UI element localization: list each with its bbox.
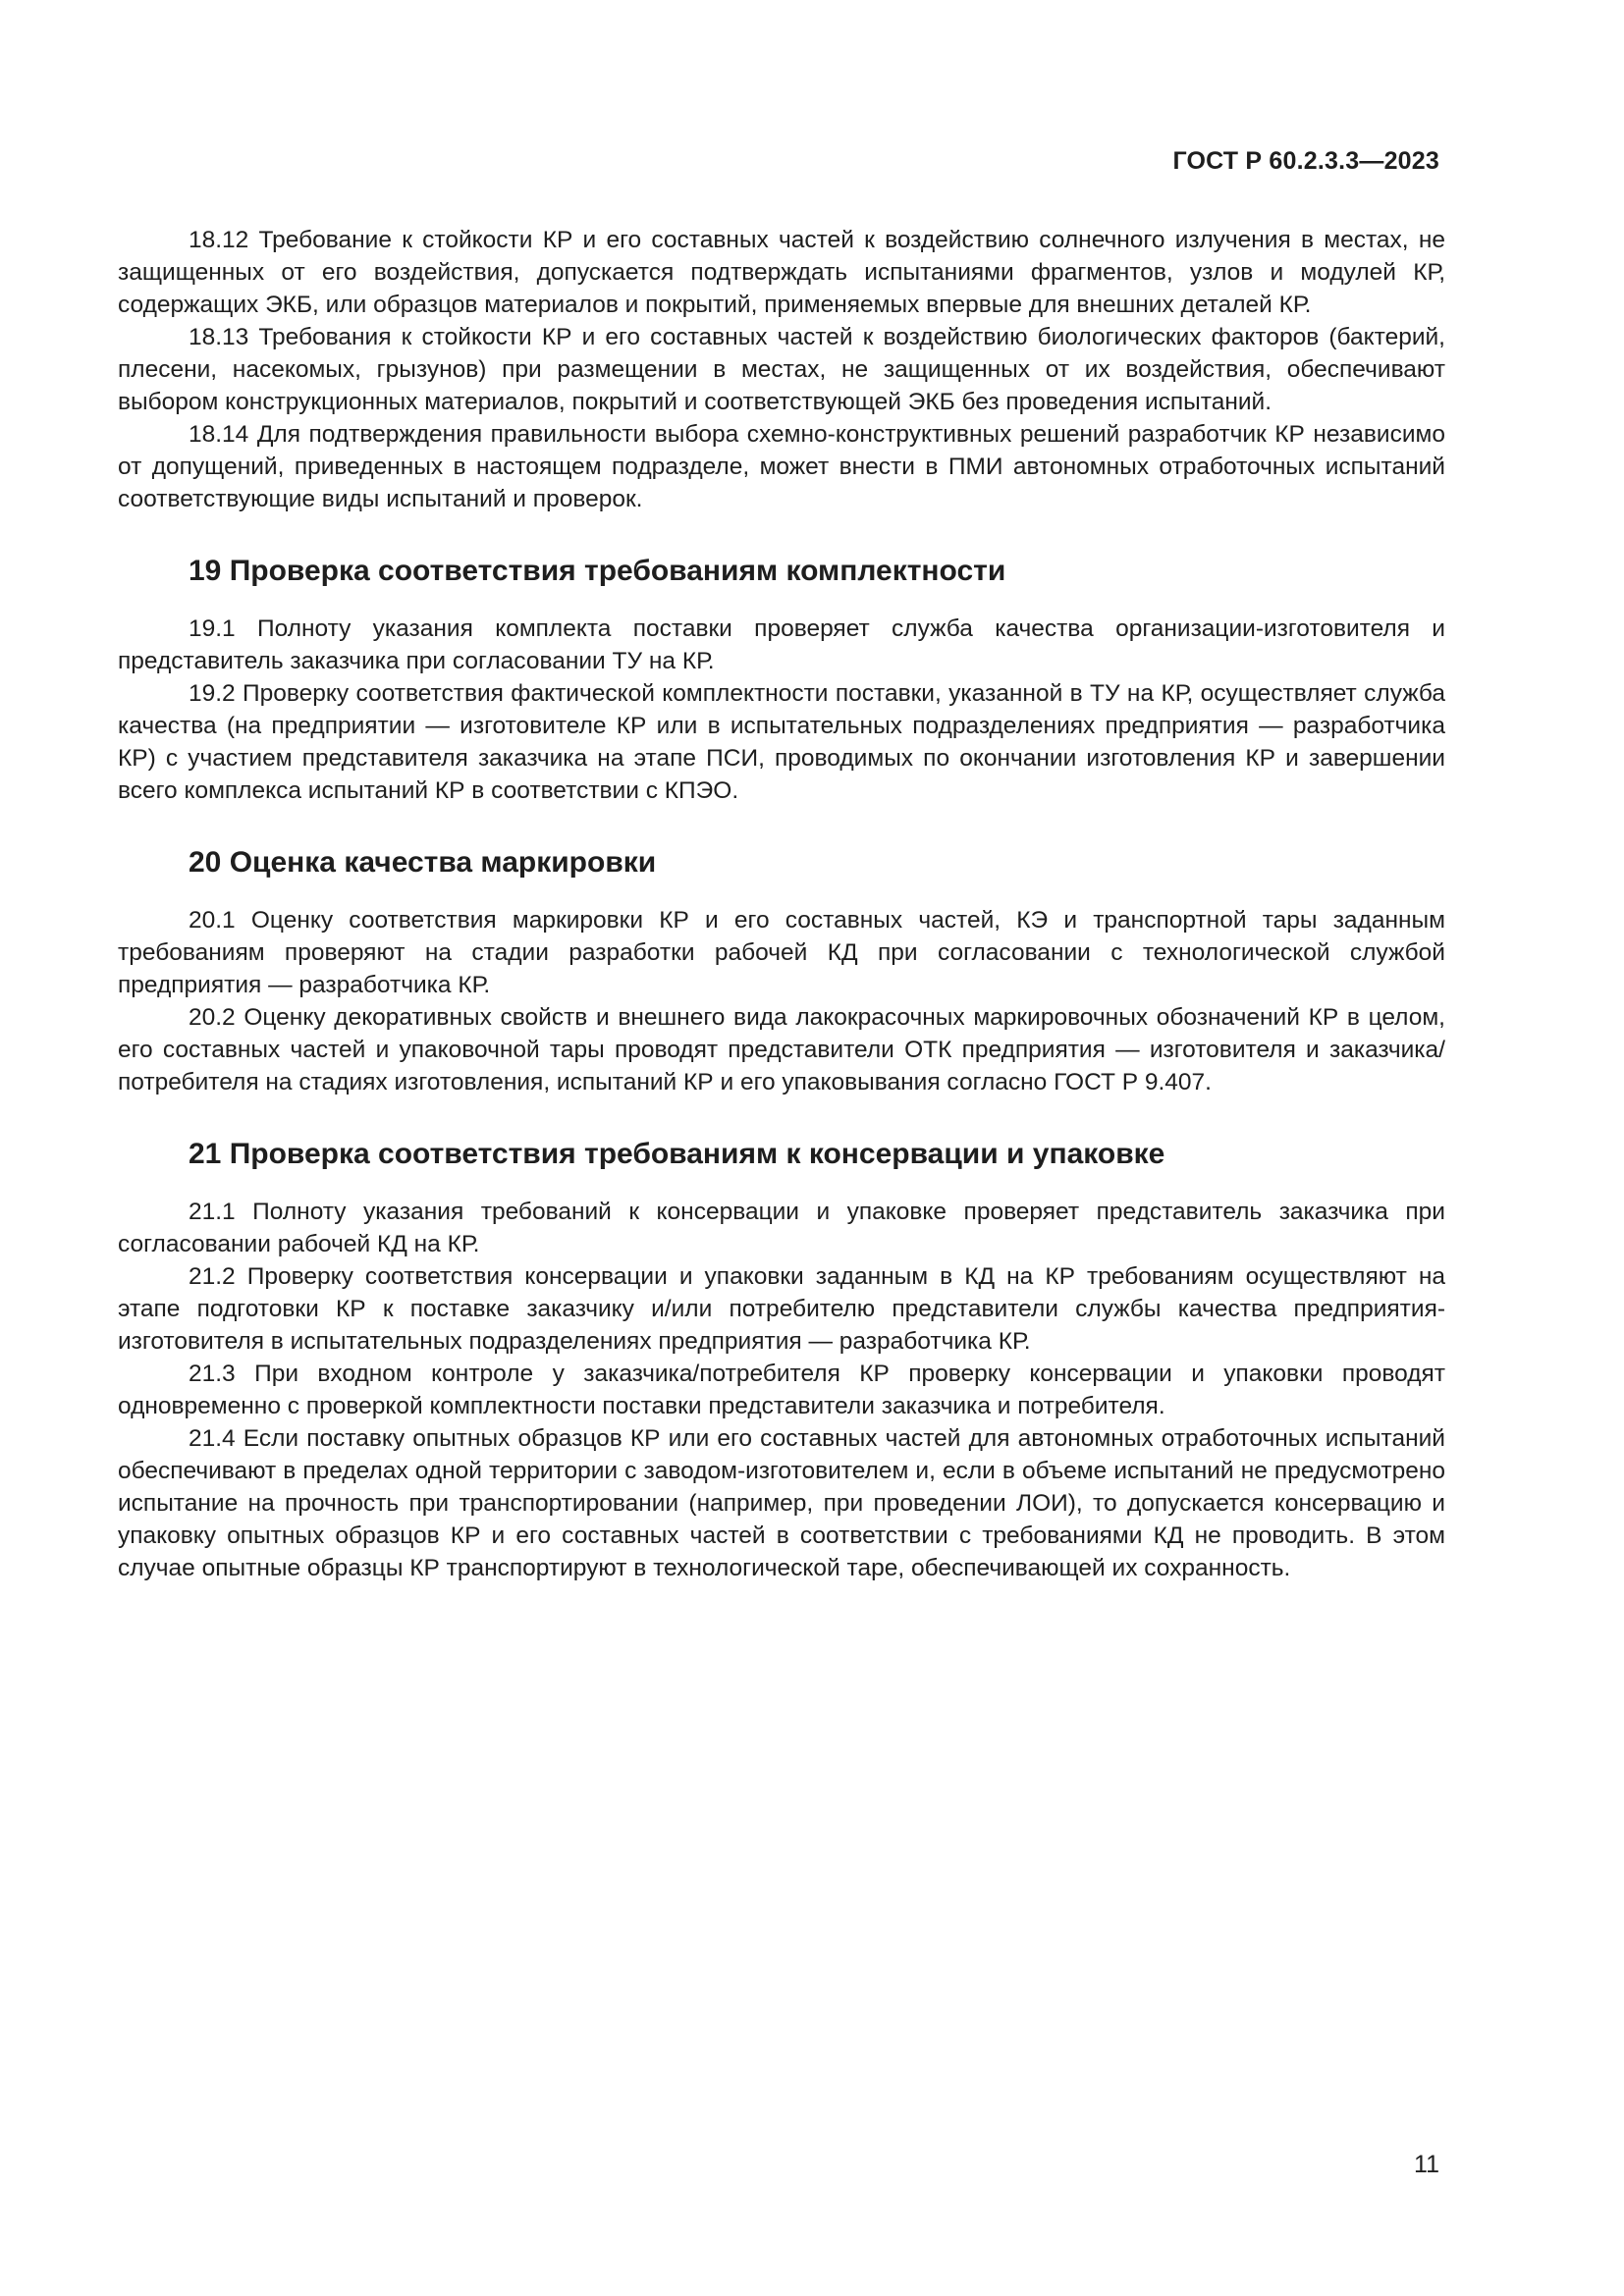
paragraph-21-2: 21.2 Проверку соответствия консервации и упаковки заданным в КД на КР требованиям осуществляют на этапе подготовки КР к поставке заказчику и/или потребителю представители службы качества предприятия-изготовителя в испытательных подразделениях предприятия — разработчика КР. xyxy=(118,1263,1445,1355)
paragraph-21-4: 21.4 Если поставку опытных образцов КР или его составных частей для автономных отработочных испытаний обеспечивают в пределах одной территории с заводом-изготовителем и, если в объеме испытаний не предусмотрено испытание на прочность при транспортировании (например, при проведении ЛОИ), то допускается консервацию и упаковку опытных образцов КР и его составных частей в соответствии с требованиями КД не проводить. В этом случае опытные образцы КР транспортируют в технологической таре, обеспечивающей их сохранность. xyxy=(118,1425,1445,1581)
section-20-title: 20 Оценка качества маркировки xyxy=(189,846,657,879)
paragraph-20-2: 20.2 Оценку декоративных свойств и внешнего вида лакокрасочных маркировочных обозначений КР в целом, его составных частей и упаковочной тары проводят представители ОТК предприятия — изготовителя и заказчика/потребителя на стадиях изготовления, испытаний КР и его упаковывания согласно ГОСТ Р 9.407. xyxy=(118,1004,1445,1095)
paragraph-19-2: 19.2 Проверку соответствия фактической комплектности поставки, указанной в ТУ на КР, осуществляет служба качества (на предприятии — изготовителе КР или в испытательных подразделениях предприятия — разработчика КР) с участием представителя заказчика на этапе ПСИ, проводимых по окончании изготовления КР и завершении всего комплекса испытаний КР в соответствии с КПЭО. xyxy=(118,680,1445,804)
section-19 xyxy=(118,554,1445,807)
paragraph-21-3: 21.3 При входном контроле у заказчика/потребителя КР проверку консервации и упаковки проводят одновременно с проверкой комплектности поставки представители заказчика и потребителя. xyxy=(118,1361,1445,1419)
paragraph-20-1: 20.1 Оценку соответствия маркировки КР и его составных частей, КЭ и транспортной тары заданным требованиям проверяют на стадии разработки рабочей КД при согласовании с технологической службой предприятия — разработчика КР. xyxy=(118,907,1445,998)
page-body xyxy=(118,224,1445,1584)
section-21 xyxy=(118,1137,1445,1584)
paragraph-19-1: 19.1 Полноту указания комплекта поставки проверяет служба качества организации-изготовителя и представитель заказчика при согласовании ТУ на КР. xyxy=(118,615,1445,674)
paragraph-18-13: 18.13 Требования к стойкости КР и его составных частей к воздействию биологических факторов (бактерий, плесени, насекомых, грызунов) при размещении в местах, не защищенных от их воздействия, обеспечивают выбором конструкционных материалов, покрытий и соответствующей ЭКБ без проведения испытаний. xyxy=(118,324,1445,415)
page-number: 11 xyxy=(1414,2151,1439,2178)
paragraph-18-14: 18.14 Для подтверждения правильности выбора схемно-конструктивных решений разработчик КР независимо от допущений, приведенных в настоящем подразделе, может внести в ПМИ автономных отработочных испытаний соответствующие виды испытаний и проверок. xyxy=(118,421,1445,512)
paragraph-21-1: 21.1 Полноту указания требований к консервации и упаковке проверяет представитель заказчика при согласовании рабочей КД на КР. xyxy=(118,1199,1445,1257)
paragraph-18-12: 18.12 Требование к стойкости КР и его составных частей к воздействию солнечного излучения в местах, не защищенных от его воздействия, допускается подтверждать испытаниями фрагментов, узлов и модулей КР, содержащих ЭКБ, или образцов материалов и покрытий, применяемых впервые для внешних деталей КР. xyxy=(118,227,1445,318)
section-19-title: 19 Проверка соответствия требованиям комплектности xyxy=(189,555,1006,587)
section-18-continuation xyxy=(118,224,1445,515)
standard-designation: ГОСТ Р 60.2.3.3—2023 xyxy=(1172,147,1439,175)
section-21-title: 21 Проверка соответствия требованиям к консервации и упаковке xyxy=(189,1138,1165,1170)
section-20 xyxy=(118,845,1445,1098)
